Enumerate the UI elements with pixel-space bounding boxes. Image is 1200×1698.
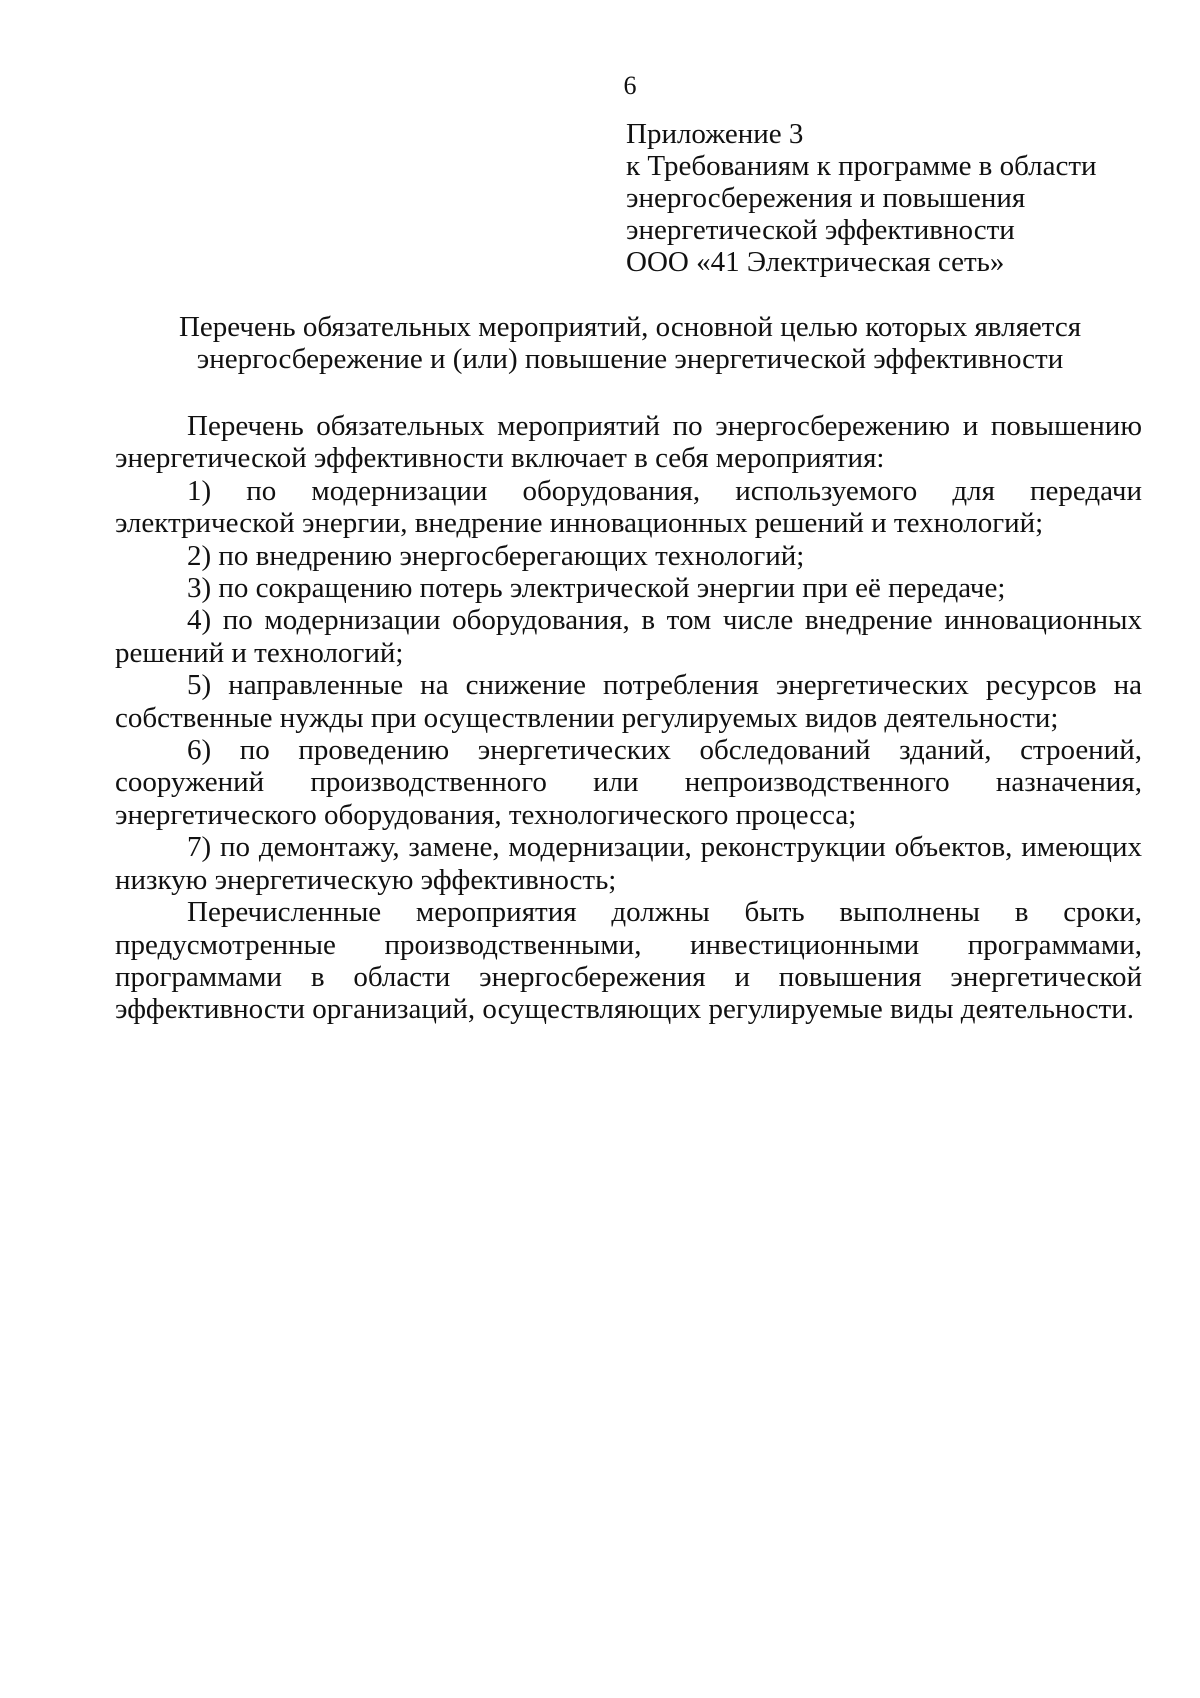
appendix-line-energy-saving: энергосбережения и повышения bbox=[626, 182, 1026, 214]
document-body bbox=[115, 410, 1142, 1026]
list-item-5: 5) направленные на снижение потребления энергетических ресурсов на собственные нужды при осуществлении регулируемых видов деятельности; bbox=[115, 669, 1142, 734]
list-item-7: 7) по демонтажу, замене, модернизации, реконструкции объектов, имеющих низкую энергетическую эффективность; bbox=[115, 831, 1142, 896]
intro-paragraph: Перечень обязательных мероприятий по энергосбережению и повышению энергетической эффективности включает в себя мероприятия: bbox=[115, 410, 1142, 475]
document-title-line-1: Перечень обязательных мероприятий, основной целью которых является bbox=[178, 311, 1082, 343]
document-title bbox=[100, 311, 1160, 375]
appendix-line-requirements: к Требованиям к программе в области bbox=[626, 150, 1097, 182]
appendix-line-organization: ООО «41 Электрическая сеть» bbox=[626, 246, 1005, 278]
list-item-1: 1) по модернизации оборудования, используемого для передачи электрической энергии, внедрение инновационных решений и технологий; bbox=[115, 474, 1142, 540]
list-item-2: 2) по внедрению энергосберегающих технологий; bbox=[187, 539, 805, 572]
appendix-line-efficiency: энергетической эффективности bbox=[626, 214, 1015, 246]
page-number: 6 bbox=[623, 71, 637, 100]
document-title-line-2: энергосбережение и (или) повышение энергетической эффективности bbox=[196, 343, 1064, 375]
closing-paragraph: Перечисленные мероприятия должны быть выполнены в сроки, предусмотренные производственными, инвестиционными программами, программами в области энергосбережения и повышения энергетической эффективности организаций, осуществляющих регулируемые виды деятельности. bbox=[115, 896, 1142, 1026]
list-item-4: 4) по модернизации оборудования, в том числе внедрение инновационных решений и технологий; bbox=[115, 604, 1142, 669]
appendix-line-number: Приложение 3 bbox=[626, 118, 804, 150]
list-item-3: 3) по сокращению потерь электрической энергии при её передаче; bbox=[187, 572, 1006, 605]
appendix-header bbox=[626, 118, 1146, 278]
list-item-6: 6) по проведению энергетических обследований зданий, строений, сооружений производственного или непроизводственного назначения, энергетического оборудования, технологического процесса; bbox=[115, 734, 1142, 831]
